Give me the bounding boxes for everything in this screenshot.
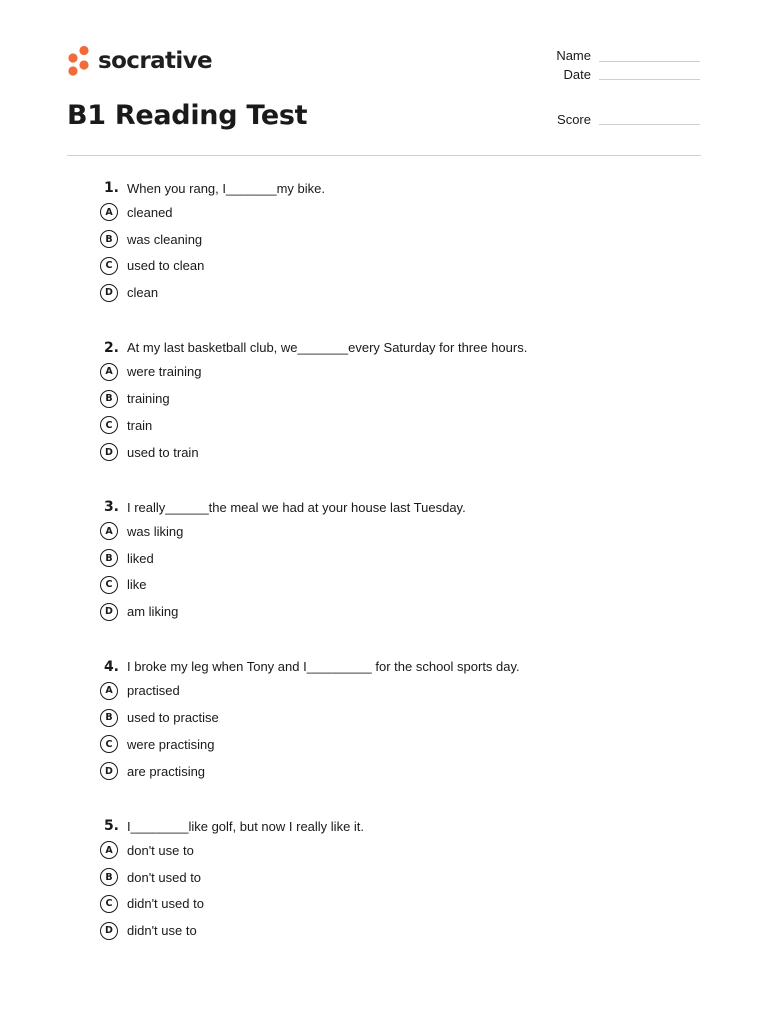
answer-option[interactable] xyxy=(99,518,699,545)
answer-options xyxy=(99,837,699,944)
answer-text: am liking xyxy=(127,604,179,620)
score-label: Score xyxy=(557,112,591,127)
answer-option[interactable] xyxy=(99,545,699,572)
answer-bubble-b[interactable]: B xyxy=(100,390,118,408)
answer-option[interactable] xyxy=(99,704,699,731)
question-text: I broke my leg when Tony and I_________ for the school sports day. xyxy=(127,659,520,674)
answer-bubble-b[interactable]: B xyxy=(100,230,118,248)
question-text: I________like golf, but now I really like it. xyxy=(127,818,365,834)
answer-text: were training xyxy=(127,364,202,380)
question-header xyxy=(99,177,699,199)
answer-text: are practising xyxy=(127,763,206,779)
answer-option[interactable] xyxy=(99,917,699,944)
answer-bubble-a[interactable]: A xyxy=(100,363,118,381)
answer-text: train xyxy=(127,417,153,433)
question-number: 3. xyxy=(103,499,119,515)
answer-bubble-d[interactable]: D xyxy=(100,443,118,461)
answer-text: training xyxy=(127,391,170,407)
question-number: 4. xyxy=(103,658,119,675)
answer-text: liked xyxy=(127,550,154,566)
answer-text: used to clean xyxy=(127,258,205,274)
answer-bubble-d[interactable]: D xyxy=(100,603,118,621)
answer-option[interactable] xyxy=(99,199,699,226)
answer-option[interactable] xyxy=(99,758,699,785)
answer-text: was liking xyxy=(127,523,184,539)
question-header xyxy=(99,496,699,518)
answer-option[interactable] xyxy=(99,226,699,253)
answer-bubble-c[interactable]: C xyxy=(100,257,118,275)
answer-bubble-b[interactable]: B xyxy=(100,549,118,567)
question-number: 1. xyxy=(103,180,119,196)
answer-bubble-c[interactable]: C xyxy=(100,416,118,434)
answer-options xyxy=(99,199,699,306)
answer-bubble-d[interactable]: D xyxy=(100,762,118,780)
answer-bubble-b[interactable]: B xyxy=(100,709,118,727)
answer-option[interactable] xyxy=(99,731,699,758)
name-label: Name xyxy=(556,48,591,63)
answer-option[interactable] xyxy=(99,279,699,306)
question-number: 5. xyxy=(103,818,119,834)
question-number: 2. xyxy=(103,339,119,356)
answer-option[interactable] xyxy=(99,598,699,625)
header-divider xyxy=(67,155,701,156)
score-field[interactable] xyxy=(599,124,700,125)
answer-options xyxy=(99,518,699,625)
answer-option[interactable] xyxy=(99,864,699,891)
answer-text: don't used to xyxy=(127,869,202,885)
question-list xyxy=(99,177,699,975)
socrative-logo xyxy=(67,45,212,77)
answer-options xyxy=(99,678,699,785)
answer-option[interactable] xyxy=(99,359,699,386)
answer-option[interactable] xyxy=(99,678,699,705)
logo-wordmark: socrative xyxy=(98,47,213,74)
question-5 xyxy=(99,815,699,975)
answer-bubble-a[interactable]: A xyxy=(100,203,118,221)
answer-bubble-a[interactable]: A xyxy=(100,522,118,540)
answer-option[interactable] xyxy=(99,412,699,439)
answer-text: was cleaning xyxy=(127,231,203,247)
answer-text: clean xyxy=(127,285,159,301)
answer-text: used to practise xyxy=(127,710,219,726)
answer-text: didn't used to xyxy=(127,896,204,912)
answer-bubble-d[interactable]: D xyxy=(100,284,118,302)
answer-option[interactable] xyxy=(99,837,699,864)
date-field[interactable] xyxy=(599,79,700,80)
answer-option[interactable] xyxy=(99,385,699,412)
question-1 xyxy=(99,177,699,337)
answer-options xyxy=(99,359,699,466)
answer-bubble-a[interactable]: A xyxy=(100,841,118,859)
answer-text: cleaned xyxy=(127,204,173,220)
question-header xyxy=(99,337,699,359)
question-header xyxy=(99,656,699,678)
answer-bubble-c[interactable]: C xyxy=(100,895,118,913)
answer-bubble-c[interactable]: C xyxy=(100,735,118,753)
question-4 xyxy=(99,656,699,816)
page-title: B1 Reading Test xyxy=(67,100,308,131)
question-2 xyxy=(99,337,699,497)
answer-bubble-d[interactable]: D xyxy=(100,922,118,940)
answer-text: used to train xyxy=(127,444,199,460)
answer-text: don't use to xyxy=(127,842,194,858)
question-text: At my last basketball club, we_______every Saturday for three hours. xyxy=(127,340,528,355)
question-text: I really______the meal we had at your house last Tuesday. xyxy=(127,499,466,515)
answer-bubble-b[interactable]: B xyxy=(100,868,118,886)
answer-text: were practising xyxy=(127,736,215,752)
socrative-logo-icon xyxy=(67,45,91,77)
date-label: Date xyxy=(563,67,591,82)
question-header xyxy=(99,815,699,837)
answer-option[interactable] xyxy=(99,253,699,280)
answer-option[interactable] xyxy=(99,891,699,918)
answer-bubble-c[interactable]: C xyxy=(100,576,118,594)
answer-text: like xyxy=(127,577,147,593)
answer-text: practised xyxy=(127,683,180,699)
answer-bubble-a[interactable]: A xyxy=(100,682,118,700)
name-field[interactable] xyxy=(599,61,700,62)
question-text: When you rang, I_______my bike. xyxy=(127,180,326,196)
answer-option[interactable] xyxy=(99,572,699,599)
answer-option[interactable] xyxy=(99,439,699,466)
answer-text: didn't use to xyxy=(127,923,197,939)
question-3 xyxy=(99,496,699,656)
